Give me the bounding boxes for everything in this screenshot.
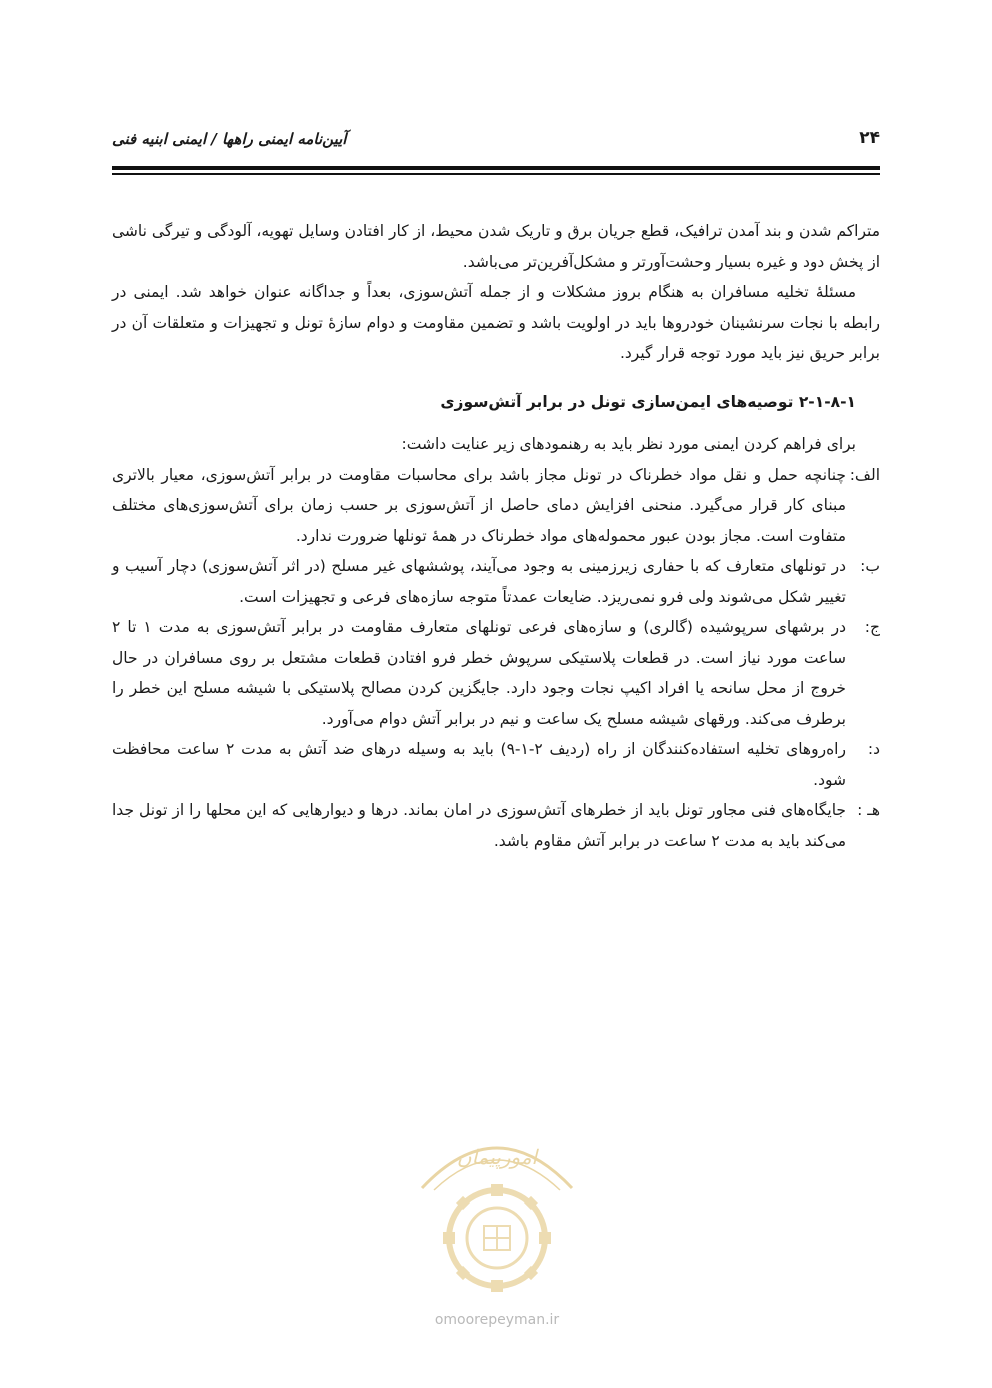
list-item-text: راه‌روهای تخلیه استفاده‌کنندگان از راه (ردیف ۲-۱-۹) باید به وسیله درهای ضد آتش به مدت ۲ ساعت محافظت شود. bbox=[112, 740, 846, 789]
intro-paragraph: برای فراهم کردن ایمنی مورد نظر باید به رهنمودهای زیر عنایت داشت: bbox=[401, 435, 856, 453]
page-number: ۲۴ bbox=[859, 128, 880, 148]
header-rule-thick bbox=[112, 166, 880, 170]
list-item-label: هـ : bbox=[857, 801, 880, 819]
list-item-text: چنانچه حمل و نقل مواد خطرناک در تونل مجاز باشد برای محاسبات مقاومت در برابر آتش‌سوزی، معیار بالاتری مبنای کار قرار می‌گیرد. منحنی افزایش دمای حاصل از آتش‌سوزی بر حسب زمان برای آتش‌سوزی‌های مختلف متفاوت است. مجاز بودن عبور محموله‌های مواد خطرناک در همهٔ تونلها ضرورت ندارد. bbox=[112, 465, 846, 545]
paragraph-2: مسئلهٔ تخلیه مسافران به هنگام بروز مشکلات و از جمله آتش‌سوزی، بعداً و جداگانه عنوان خواهد شد. ایمنی در رابطه با نجات سرنشینان خودروها باید در اولویت باشد و تضمین مقاومت و دوام سازهٔ تونل و تجهیزات و متعلقات آن در برابر حریق نیز باید مورد توجه قرار گیرد. bbox=[112, 283, 880, 362]
list-item bbox=[112, 734, 880, 795]
watermark-logo-text: امورپیمان bbox=[456, 1145, 538, 1169]
list-item-label: ج: bbox=[864, 618, 880, 636]
list-item-label: الف: bbox=[849, 465, 880, 484]
list-item-text: در برشهای سرپوشیده (گالری) و سازه‌های فرعی تونلهای متعارف مقاومت در برابر آتش‌سوزی به مدت ۱ تا ۲ ساعت مورد نیاز است. در قطعات پلاستیکی سرپوش خطر فرو افتادن قطعات مشتعل بر روی مسافران در حال خروج از محل سانحه یا افراد اکیپ نجات وجود دارد. جایگزین کردن مصالح پلاستیکی با شیشه مسلح این خطر را برطرف می‌کند. ورقهای شیشه مسلح یک ساعت و نیم در برابر آتش دوام می‌آورد. bbox=[112, 618, 847, 728]
list-item bbox=[112, 460, 880, 552]
list-item bbox=[112, 612, 880, 734]
paragraph-1: متراکم شدن و بند آمدن ترافیک، قطع جریان برق و تاریک شدن محیط، از کار افتادن وسایل تهویه، آلودگی و تیرگی ناشی از پخش دود و غیره بسیار وحشت‌آورتر و مشکل‌آفرین‌تر می‌باشد. bbox=[112, 222, 880, 271]
list-item-text: در تونلهای متعارف که با حفاری زیرزمینی به وجود می‌آیند، پوششهای غیر مسلح (در اثر آتش‌سوزی) دچار آسیب و تغییر شکل می‌شوند ولی فرو نمی‌ریزد. ضایعات عمدتاً متوجه سازه‌های فرعی و تجهیزات است. bbox=[112, 557, 846, 606]
watermark-site: omoorepeyman.ir bbox=[434, 1312, 560, 1328]
running-header bbox=[112, 128, 880, 158]
list-item bbox=[112, 551, 880, 612]
list-item-label: ب: bbox=[860, 557, 880, 575]
list-item-label: د: bbox=[867, 740, 880, 758]
list-item-text: جایگاه‌های فنی مجاور تونل باید از خطرهای آتش‌سوزی در امان بماند. درها و دیوارهایی که این محلها را از تونل جدا می‌کند باید به مدت ۲ ساعت در برابر آتش مقاوم باشد. bbox=[112, 801, 846, 850]
header-rule-thin bbox=[112, 173, 880, 175]
watermark-logo bbox=[392, 1118, 602, 1308]
body-content bbox=[112, 216, 880, 856]
section-heading: ۲-۱-۸-۱ توصیه‌های ایمن‌سازی تونل در برابر آتش‌سوزی bbox=[440, 392, 856, 411]
list-item bbox=[112, 795, 880, 856]
running-title: آیین‌نامه ایمنی راهها / ایمنی ابنیه فنی bbox=[112, 130, 347, 148]
